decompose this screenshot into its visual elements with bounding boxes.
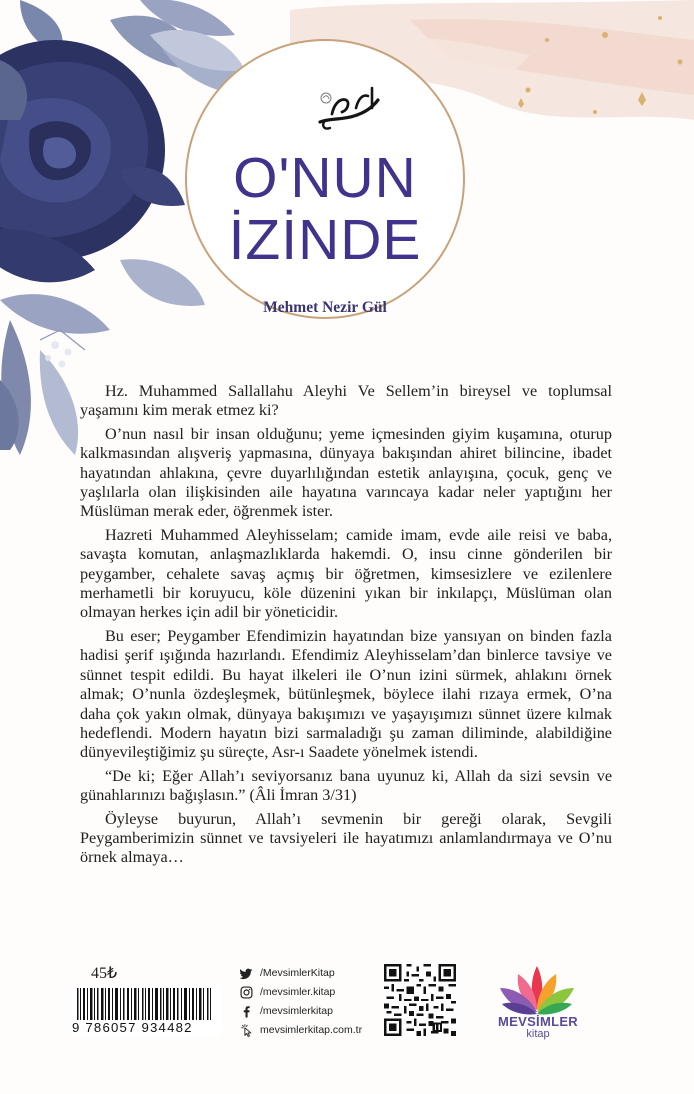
isbn-number: 9 786057 934482	[72, 1020, 222, 1035]
publisher-logo-icon	[492, 958, 582, 1018]
instagram-icon	[240, 986, 253, 999]
blurb-paragraph: O’nun nasıl bir insan olduğunu; yeme içmesinden giyim kuşamına, oturup kalkmasından alışveriş yapmasına, dünyaya bakışından ahiret bilincine, ibadet hayatından ahlakına, çevre duyarlılığından estetik anlayışına, çocuk, genç ve yaşlılarla olan ilişkisinden aile hayatına varıncaya kadar neler yaptığını her Müslüman merak eder, öğrenmek ister.	[80, 424, 612, 521]
cursor-click-icon	[240, 1024, 253, 1037]
blurb-paragraph: Öyleyse buyurun, Allah’ı sevmenin bir gereği olarak, Sevgili Peygamberimizin sünnet ve tavsiyeleri ile hayatımızı anlamlandırmaya ve O’nu örnek almaya…	[80, 809, 612, 867]
facebook-icon	[240, 1005, 253, 1018]
blurb-text	[80, 382, 612, 872]
author-name: Mehmet Nezir Gül	[263, 299, 387, 316]
website-link[interactable]	[240, 1021, 380, 1039]
facebook-link[interactable]	[240, 1002, 380, 1020]
social-links	[240, 964, 380, 1040]
twitter-icon	[240, 967, 253, 980]
blurb-paragraph: Hz. Muhammed Sallallahu Aleyhi Ve Sellem’in bireysel ve toplumsal yaşamını kim merak etmez ki?	[80, 382, 612, 420]
qr-code	[384, 964, 456, 1036]
twitter-link[interactable]	[240, 964, 380, 982]
blurb-paragraph: Hazreti Muhammed Aleyhisselam; camide imam, evde aile reisi ve baba, savaşta komutan, anlaşmazlıklarda hakemdi. O, insu cinne gönderilen bir peygamber, cehalete savaş açmış bir öğretmen, kimsesizlere ve ezilenlere merhametli bir koruyucu, köle düzenini yıkan bir inkılapçı, Müslüman olan olmayan herkes için adil bir yöneticidir.	[80, 525, 612, 622]
calligraphy-emblem	[312, 78, 386, 132]
instagram-link[interactable]	[240, 983, 380, 1001]
instagram-handle: /mevsimler.kitap	[260, 986, 336, 998]
twitter-handle: /MevsimlerKitap	[260, 967, 335, 979]
website-url: mevsimlerkitap.com.tr	[260, 1024, 363, 1036]
book-title-line-2: İZİNDE	[228, 208, 422, 272]
facebook-handle: /mevsimlerkitap	[260, 1005, 333, 1017]
blurb-paragraph: Bu eser; Peygamber Efendimizin hayatından bize yansıyan on binden fazla hadisi şerif ışığında hazırlandı. Efendimiz Aleyhisselam’dan binlerce tavsiye ve sünnet tespit edildi. Bu hayat ilkeleri ile O’nun izini sürmek, ahlakını örnek almak; O’nunla özdeşleşmek, bütünleşmek, böylece ilahi rızaya ermek, O’na daha çok yakın olmak, dünyaya bakışımızı ve yaşayışımızı sünnet üzere kılmak hedeflendi. Modern hayatın bizi sarmaladığı şu zaman diliminde, alabildiğine dünyevileştiğimiz şu süreçte, Asr-ı Saadete yönelmek istendi.	[80, 626, 612, 762]
book-title-line-1: O'NUN	[233, 146, 417, 210]
publisher-subtitle: kitap	[526, 1028, 550, 1040]
price-label: 45₺	[91, 965, 118, 982]
blurb-quote: “De ki; Eğer Allah’ı seviyorsanız bana uyunuz ki, Allah da sizi sevsin ve günahlarınızı bağışlasın.” (Âli İmran 3/31)	[80, 766, 612, 805]
publisher-name: MEVSİMLER	[498, 1014, 578, 1029]
